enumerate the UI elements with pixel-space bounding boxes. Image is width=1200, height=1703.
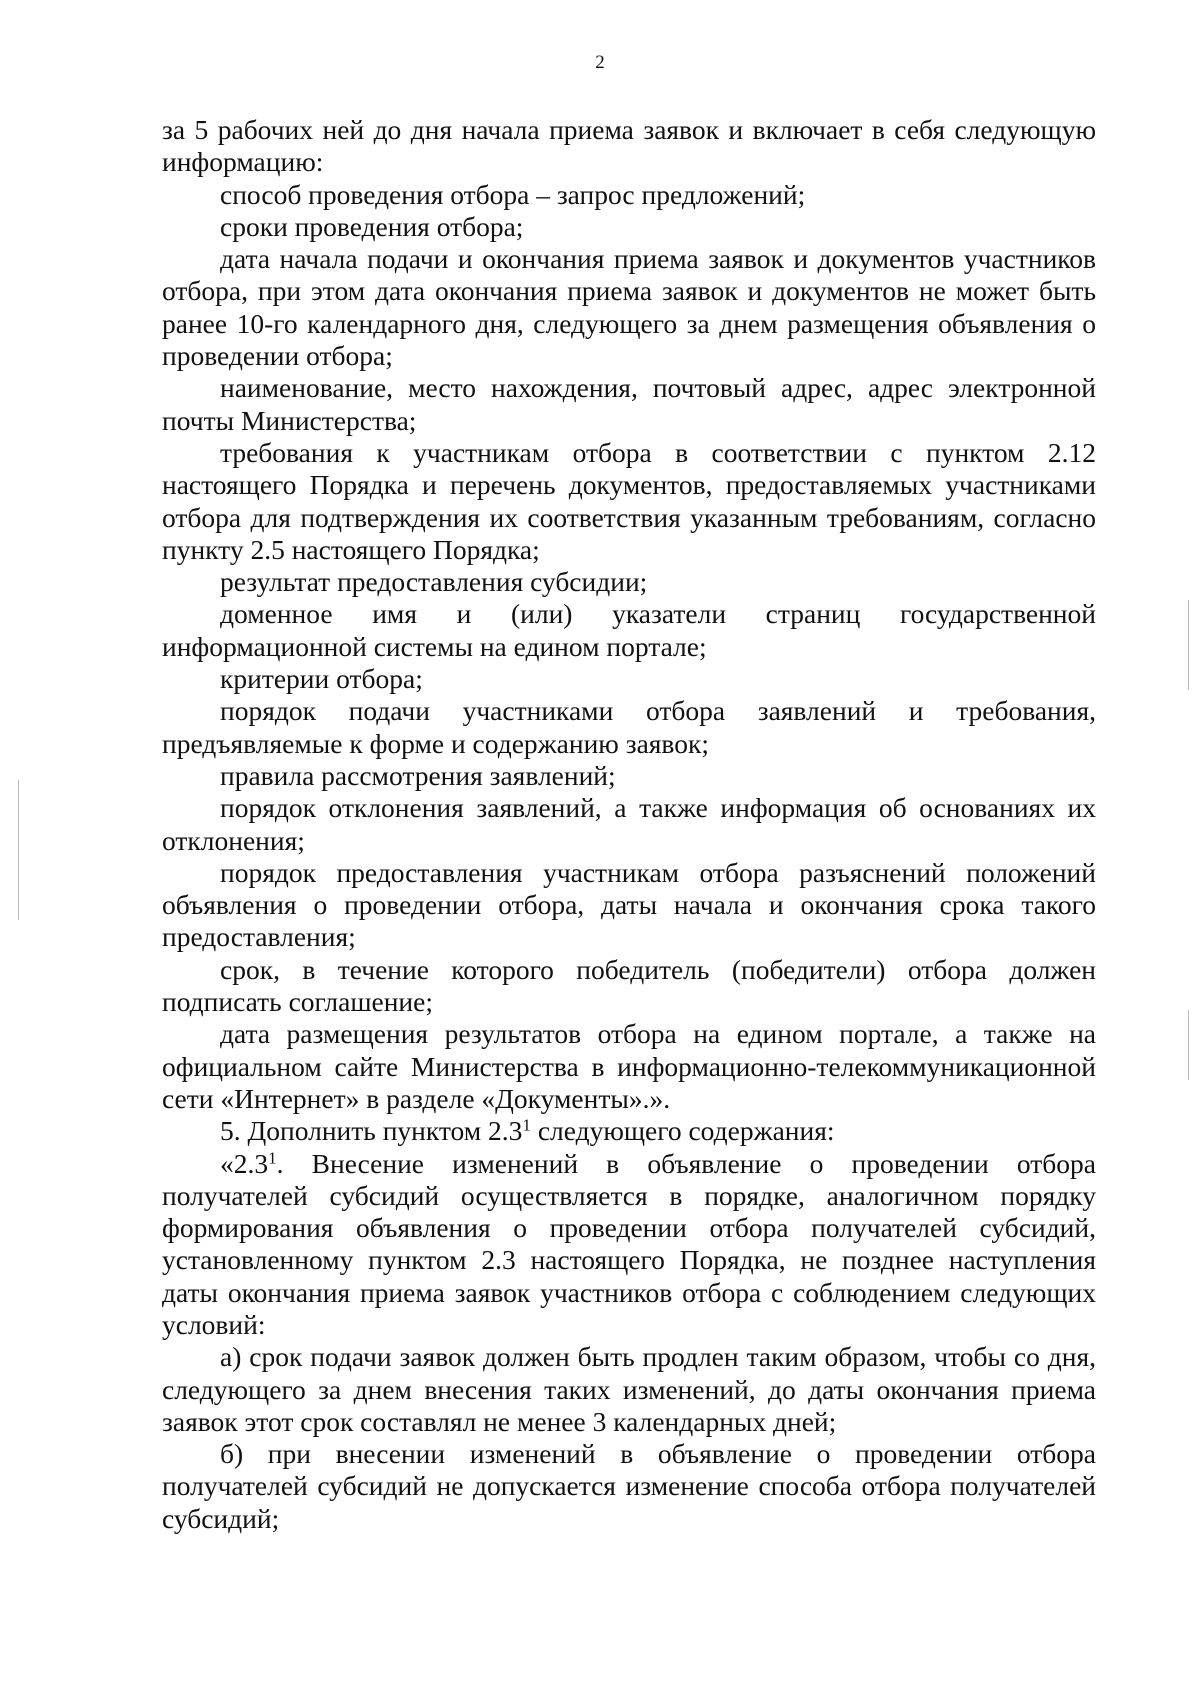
scan-edge-mark	[1188, 1010, 1189, 1080]
paragraph-clarifications: порядок предоставления участникам отбора разъяснений положений объявления о проведении отбора, даты начала и окончания срока такого предоставления;	[162, 856, 1096, 953]
paragraph-rejection-procedure: порядок отклонения заявлений, а также информация об основаниях их отклонения;	[162, 792, 1096, 856]
item-5-text-end: следующего содержания:	[530, 1115, 835, 1147]
paragraph-announcement-intro: за 5 рабочих ней до дня начала приема заявок и включает в себя следующую информацию:	[162, 114, 1096, 178]
paragraph-participant-requirements: требования к участникам отбора в соответствии с пунктом 2.12 настоящего Порядка и перечень документов, предоставляемых участниками отбора для подтверждения их соответствия указанным требованиям, согласно пункту 2.5 настоящего Порядка;	[162, 436, 1096, 565]
item-5-superscript: 1	[522, 1115, 531, 1135]
quoted-clause-superscript: 1	[268, 1148, 277, 1168]
page-number: 2	[595, 52, 605, 73]
quoted-clause-number: «2.3	[220, 1147, 269, 1179]
scan-edge-mark	[18, 780, 19, 920]
paragraph-selection-criteria: критерии отбора;	[220, 663, 423, 695]
paragraph-domain-name: доменное имя и (или) указатели страниц государственной информационной системы на едином портале;	[162, 598, 1096, 662]
paragraph-submission-procedure: порядок подачи участниками отбора заявлений и требования, предъявляемые к форме и содержанию заявок;	[162, 695, 1096, 759]
paragraph-review-rules: правила рассмотрения заявлений;	[220, 759, 616, 791]
paragraph-agreement-term: срок, в течение которого победитель (победители) отбора должен подписать соглашение;	[162, 953, 1096, 1018]
paragraph-application-dates: дата начала подачи и окончания приема заявок и документов участников отбора, при этом дата окончания приема заявок и документов не может быть ранее 10-го календарного дня, следующего за днем размещения объявления о проведении отбора;	[162, 243, 1096, 372]
paragraph-results-publication: дата размещения результатов отбора на едином портале, а также на официальном сайте Министерства в информационно-телекоммуникационной сети «Интернет» в разделе «Документы».».	[162, 1018, 1096, 1114]
quoted-clause-text: . Внесение изменений в объявление о проведении отбора получателей субсидий осуществляется в порядке, аналогичном порядку формирования объявления о проведении отбора получателей субсидий, установленному пунктом 2.3 настоящего Порядка, не позднее наступления даты окончания приема заявок участников отбора с соблюдением следующих условий:	[162, 1147, 1096, 1340]
paragraph-item-5	[162, 1115, 1096, 1147]
paragraph-condition-b: б) при внесении изменений в объявление о проведении отбора получателей субсидий не допускается изменение способа отбора получателей субсидий;	[162, 1438, 1096, 1534]
paragraph-subsidy-result: результат предоставления субсидии;	[220, 566, 648, 598]
paragraph-selection-method: способ проведения отбора – запрос предложений;	[220, 178, 806, 210]
paragraph-selection-terms: сроки проведения отбора;	[220, 210, 524, 242]
scan-edge-mark	[1188, 600, 1189, 690]
paragraph-ministry-address: наименование, место нахождения, почтовый адрес, адрес электронной почты Министерства;	[162, 372, 1096, 436]
item-5-text: 5. Дополнить пунктом 2.3	[220, 1115, 523, 1147]
document-text	[162, 114, 1096, 1535]
paragraph-quoted-clause	[162, 1148, 1096, 1342]
paragraph-condition-a: а) срок подачи заявок должен быть продлен таким образом, чтобы со дня, следующего за днем внесения таких изменений, до даты окончания приема заявок этот срок составлял не менее 3 календарных дней;	[162, 1341, 1096, 1437]
